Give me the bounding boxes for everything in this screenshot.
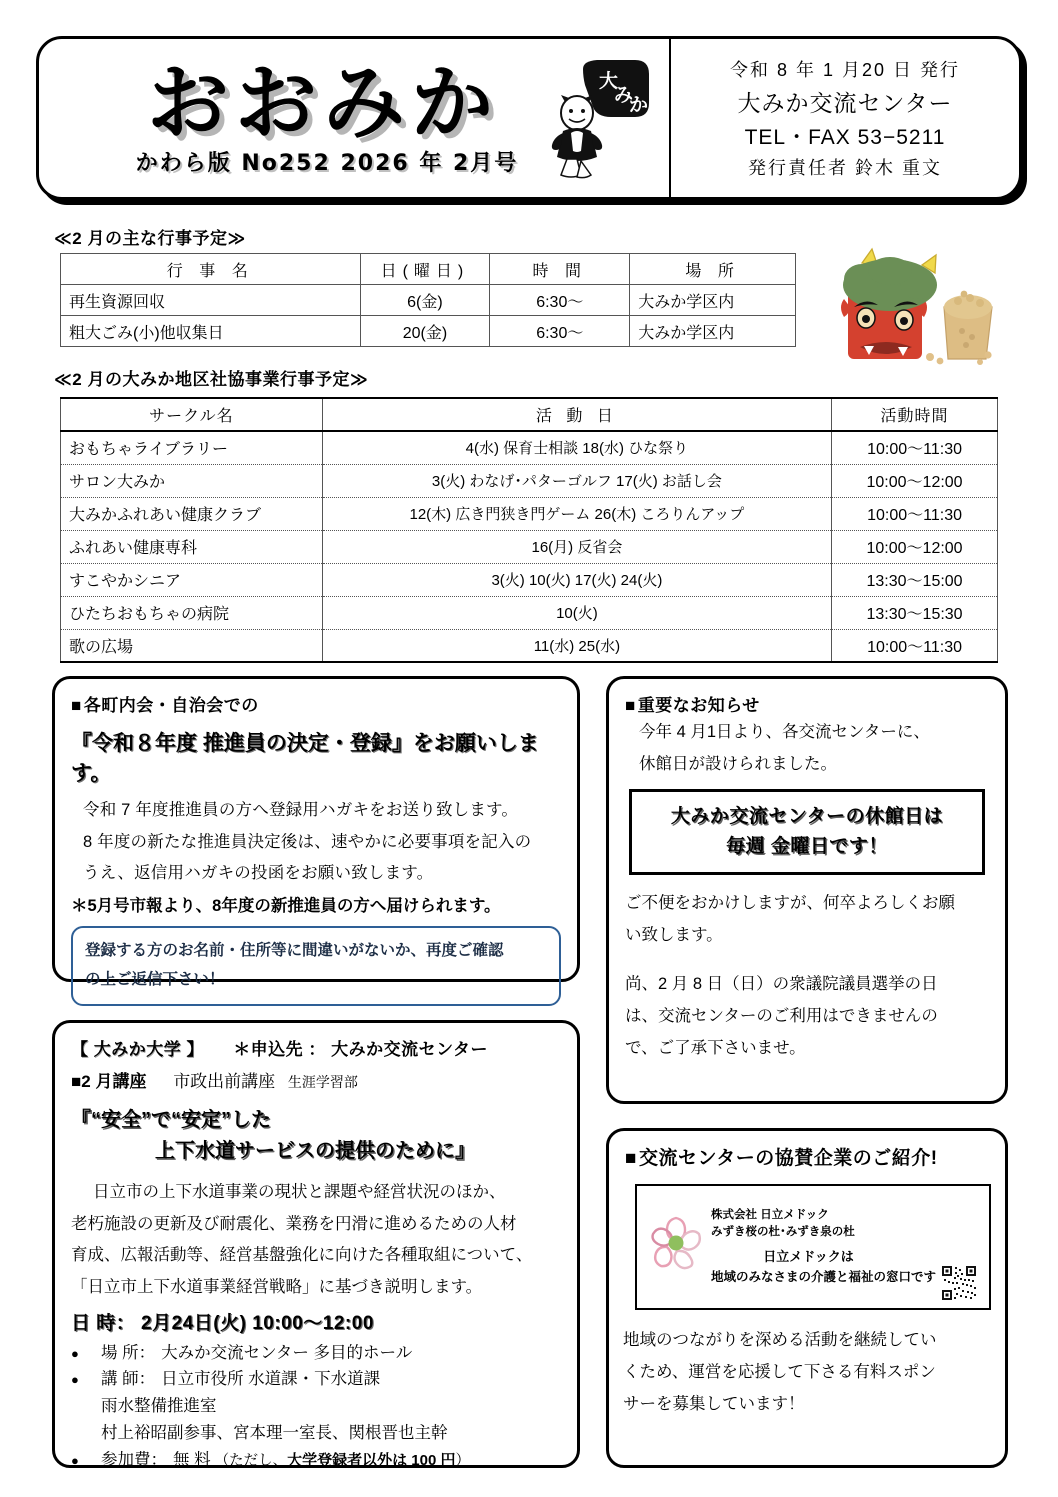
notice-tail-line3: 尚、2 月 8 日（日）の衆議院議員選挙の日 <box>625 974 938 993</box>
sponsor-ad-card[interactable] <box>635 1184 991 1310</box>
university-bracket-title: 【 大みか大学 】 <box>71 1040 204 1059</box>
publisher-name: 発行責任者 鈴木 重文 <box>747 158 942 178</box>
course-title-line2: 上下水道サービスの提供のために』 <box>155 1140 475 1162</box>
issue-subtitle: かわら版 No252 2026 年 2月号 <box>135 151 519 177</box>
table-row <box>61 431 998 464</box>
university-apply-to: ＊申込先 ： 大みか交流センター <box>233 1040 488 1059</box>
masthead-title-area <box>39 39 669 197</box>
cell-time: 6:30〜 <box>490 285 630 316</box>
course-lecturer-row <box>71 1366 561 1393</box>
fee-note-pre: （ただし、 <box>214 1452 288 1469</box>
cell-circle-name: おもちゃライブラリー <box>61 431 323 464</box>
cell-place: 大みか学区内 <box>630 285 796 316</box>
table-row <box>61 563 998 596</box>
flower-logo-icon <box>645 1210 707 1274</box>
important-notice-box <box>606 676 1008 1104</box>
course-body-line3: 育成、広報活動等、経営基盤強化に向けた各種取組について、 <box>71 1246 533 1265</box>
sponsor-tail-line3: サーを募集しています！ <box>623 1395 805 1414</box>
th-event-name: 行 事 名 <box>61 254 361 285</box>
cell-activity-time: 10:00〜11:30 <box>832 431 998 464</box>
table-row <box>61 464 998 497</box>
section2-heading: ≪2 月の大みか地区社協事業行事予定≫ <box>54 370 369 389</box>
sponsor-box <box>606 1128 1008 1468</box>
table-row <box>61 285 796 316</box>
cell-activity-day: 10(火) <box>322 596 831 629</box>
bullet-icon: ● <box>71 1372 79 1388</box>
cell-circle-name: サロン大みか <box>61 464 323 497</box>
masthead <box>36 36 1022 200</box>
cell-place: 大みか学区内 <box>630 316 796 347</box>
cell-time: 6:30〜 <box>490 316 630 347</box>
th-activity-day: 活 動 日 <box>322 398 831 431</box>
sponsor-recruit-text <box>609 1310 1005 1421</box>
sponsor-tagline-2: 地域のみなさまの介護と福祉の窓口です <box>711 1270 937 1285</box>
lecturer-sub2: 村上裕昭副参事、宮本理一室長、関根晋也主幹 <box>101 1423 448 1442</box>
section1-heading: ≪2 月の主な行事予定≫ <box>54 229 246 248</box>
cell-activity-time: 10:00〜11:30 <box>832 497 998 530</box>
table-header-row <box>61 254 796 285</box>
table-row <box>61 497 998 530</box>
cell-day: 20(金) <box>360 316 490 347</box>
cell-activity-day: 4(水) 保育士相談 18(水) ひな祭り <box>322 431 831 464</box>
chonaikai-star-line: ＊5月号市報より、8年度の新推進員の方へ届けられます。 <box>71 897 501 916</box>
cell-circle-name: すこやかシニア <box>61 563 323 596</box>
omika-university-box <box>52 1020 580 1468</box>
cell-day: 6(金) <box>360 285 490 316</box>
fee-note-post: ） <box>455 1452 470 1469</box>
chonaikai-body-line2: 8 年度の新たな推進員決定後は、速やかに必要事項を記入の <box>83 832 532 851</box>
cell-activity-time: 13:30〜15:30 <box>832 596 998 629</box>
th-circle-name: サークル名 <box>61 398 323 431</box>
notice-heading: ■ 重要なお知らせ <box>625 691 989 716</box>
closed-day-line2: 毎週 金曜日です！ <box>726 835 888 857</box>
sponsor-tagline-1: 日立メドックは <box>763 1248 854 1264</box>
cell-event-name: 粗大ごみ(小)他収集日 <box>61 316 361 347</box>
svg-text:か: か <box>629 94 649 116</box>
tel-fax: TEL・FAX 53−5211 <box>744 126 946 149</box>
cell-circle-name: ひたちおもちゃの病院 <box>61 596 323 629</box>
cell-activity-day: 12(木) 広き門狭き門ゲーム 26(木) ころりんアップ <box>322 497 831 530</box>
lecturer-label: 講 師： <box>101 1370 156 1389</box>
cell-activity-day: 16(月) 反省会 <box>322 530 831 563</box>
page-title: おおみか <box>146 55 499 151</box>
course-fee-row <box>71 1447 561 1474</box>
course-body-line2: 老朽施設の更新及び耐震化、業務を円滑に進めるための人材 <box>71 1214 517 1233</box>
course-title-line1: 『“安全”で“安定”した <box>71 1109 271 1131</box>
chonaikai-body-line1: 令和 7 年度推進員の方へ登録用ハガキをお送り致します。 <box>83 801 519 819</box>
sponsor-company: 株式会社 日立メドック <box>711 1209 829 1222</box>
svg-text:み: み <box>614 84 634 106</box>
table-row <box>61 530 998 563</box>
course-dept: 生涯学習部 <box>287 1074 358 1090</box>
cell-activity-time: 10:00〜11:30 <box>832 629 998 662</box>
cell-activity-time: 10:00〜12:00 <box>832 530 998 563</box>
sponsor-tail-line1: 地域のつながりを深める活動を継続してい <box>623 1331 937 1349</box>
course-name: 市政出前講座 <box>173 1072 276 1091</box>
oni-setsubun-icon <box>826 245 998 365</box>
circle-activities-table <box>60 397 998 663</box>
events-table <box>60 253 796 347</box>
notice-tail-line4: は、交流センターのご利用はできませんの <box>625 1006 938 1025</box>
cell-event-name: 再生資源回収 <box>61 285 361 316</box>
course-datetime: 日 時： 2月24日(火) 10:00〜12:00 <box>71 1312 374 1334</box>
fee-value: 無 料 <box>173 1450 211 1469</box>
qr-code-icon[interactable] <box>941 1265 977 1301</box>
table-row <box>61 596 998 629</box>
notice-body-line2: 休館日が設けられました。 <box>639 755 837 774</box>
bullet-icon: ● <box>71 1345 79 1361</box>
notice-tail-line2: い致します。 <box>625 926 723 945</box>
cell-activity-day: 3(火) 10(火) 17(火) 24(火) <box>322 563 831 596</box>
course-body-line1: 日立市の上下水道事業の現状と課題や経営状況のほか、 <box>93 1183 506 1201</box>
cell-activity-day: 3(火) わなげ･パターゴルフ 17(火) お話し会 <box>322 464 831 497</box>
sponsor-facilities: みずき桜の杜･みずき泉の杜 <box>711 1226 855 1239</box>
cell-activity-time: 13:30〜15:00 <box>832 563 998 596</box>
th-time: 時 間 <box>490 254 630 285</box>
closed-day-line1: 大みか交流センターの休館日は <box>670 806 944 828</box>
publisher-info <box>669 39 1019 197</box>
notice-body-line1: 今年 4 月1日より、各交流センターに、 <box>639 723 930 741</box>
center-name: 大みか交流センター <box>737 90 953 116</box>
lecturer-value: 日立市役所 水道課・下水道課 <box>161 1370 381 1389</box>
course-body-line4: 「日立市上下水道事業経営戦略」に基づき説明します。 <box>71 1278 483 1297</box>
publish-date: 令和 8 年 1 月20 日 発行 <box>729 60 961 80</box>
cell-circle-name: ふれあい健康専科 <box>61 530 323 563</box>
confirm-line1: 登録する方のお名前・住所等に間違いがないか、再度ご確認 <box>85 942 504 960</box>
chonaikai-notice-box <box>52 676 580 988</box>
cell-circle-name: 歌の広場 <box>61 629 323 662</box>
fee-label: 参加費： <box>101 1450 167 1469</box>
course-label: ■2 月講座 <box>71 1072 147 1091</box>
table-row <box>61 316 796 347</box>
lecturer-sub1: 雨水整備推進室 <box>101 1397 217 1416</box>
fee-note-bold: 大学登録者以外は 100 円 <box>287 1451 456 1469</box>
cell-activity-day: 11(水) 25(水) <box>322 629 831 662</box>
course-place-row <box>71 1340 561 1367</box>
cell-circle-name: 大みかふれあい健康クラブ <box>61 497 323 530</box>
svg-text:大: 大 <box>599 70 619 92</box>
notice-tail-line5: で、ご了承下さいませ。 <box>625 1038 806 1057</box>
table-row <box>61 629 998 662</box>
th-activity-time: 活動時間 <box>832 398 998 431</box>
sponsor-tail-line2: くため、運営を応援して下さる有料スポン <box>623 1363 936 1382</box>
notice-tail-line1: ご不便をおかけしますが、何卒よろしくお願 <box>625 894 955 913</box>
mascot-icon <box>549 55 653 183</box>
bullet-icon: ● <box>71 1452 79 1468</box>
table-header-row <box>61 398 998 431</box>
sponsor-ad-text <box>711 1207 936 1287</box>
chonaikai-heading: ■ 各町内会・自治会での <box>71 691 561 716</box>
paragraph-gap <box>625 952 989 968</box>
sponsor-heading: ■ 交流センターの協賛企業のご紹介! <box>625 1143 989 1170</box>
chonaikai-emphasis: 『令和８年度 推進員の決定・登録』をお願いします。 <box>71 732 539 785</box>
th-day: 日(曜日) <box>360 254 490 285</box>
confirm-line2: の上ご返信下さい！ <box>85 970 225 988</box>
place-value: 大みか交流センター 多目的ホール <box>161 1343 413 1362</box>
chonaikai-body-line3: うえ、返信用ハガキの投函をお願い致します。 <box>83 864 434 883</box>
place-label: 場 所： <box>101 1343 156 1362</box>
th-place: 場 所 <box>630 254 796 285</box>
closed-day-callout <box>629 789 985 875</box>
cell-activity-time: 10:00〜12:00 <box>832 464 998 497</box>
confirm-reply-callout <box>71 926 561 1006</box>
